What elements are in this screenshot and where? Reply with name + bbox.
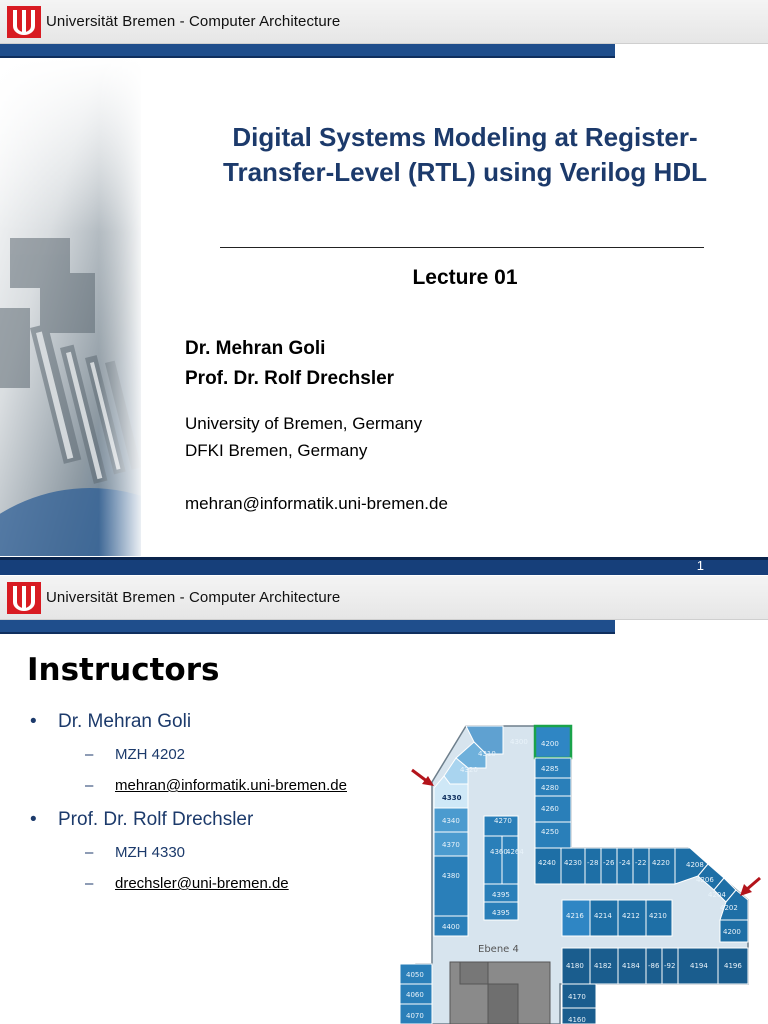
motherboard-image bbox=[0, 58, 141, 556]
svg-text:4214: 4214 bbox=[594, 912, 612, 920]
header-accent-line bbox=[0, 44, 615, 58]
header-accent-line bbox=[0, 620, 615, 634]
svg-text:4200: 4200 bbox=[723, 928, 741, 936]
svg-text:-28: -28 bbox=[587, 859, 599, 867]
svg-text:-24: -24 bbox=[619, 859, 631, 867]
arrow-to-4330-icon bbox=[412, 770, 434, 786]
level-label: Ebene 4 bbox=[478, 944, 519, 955]
svg-text:4340: 4340 bbox=[442, 817, 460, 825]
slide-separator bbox=[0, 557, 768, 560]
bullet-dot: • bbox=[30, 809, 37, 830]
svg-text:4360: 4360 bbox=[490, 848, 508, 856]
svg-text:4060: 4060 bbox=[406, 991, 424, 999]
header-title: Universität Bremen - Computer Architecture bbox=[46, 13, 341, 30]
floor-plan bbox=[398, 722, 768, 1024]
instructor-1-email-link[interactable]: mehran@informatik.uni-bremen.de bbox=[115, 777, 347, 794]
svg-text:4182: 4182 bbox=[594, 962, 612, 970]
svg-text:4310: 4310 bbox=[478, 750, 496, 758]
svg-text:-22: -22 bbox=[635, 859, 647, 867]
slide-header-2 bbox=[0, 576, 768, 620]
svg-text:4220: 4220 bbox=[652, 859, 670, 867]
svg-text:4380: 4380 bbox=[442, 872, 460, 880]
svg-text:4285: 4285 bbox=[541, 765, 559, 773]
svg-text:4170: 4170 bbox=[568, 993, 586, 1001]
svg-text:4230: 4230 bbox=[564, 859, 582, 867]
instructor-2-room: – MZH 4330 bbox=[85, 844, 186, 861]
svg-text:4206: 4206 bbox=[696, 876, 714, 884]
contact-email[interactable]: mehran@informatik.uni-bremen.de bbox=[185, 494, 448, 513]
svg-text:4196: 4196 bbox=[724, 962, 742, 970]
slide-footer bbox=[0, 557, 768, 575]
slide-title bbox=[180, 120, 750, 190]
svg-text:4216: 4216 bbox=[566, 912, 584, 920]
svg-text:4194: 4194 bbox=[690, 962, 708, 970]
bullet-dot: • bbox=[30, 711, 37, 732]
title-line-1: Digital Systems Modeling at Register- bbox=[232, 122, 698, 152]
svg-text:4184: 4184 bbox=[622, 962, 640, 970]
authors bbox=[185, 334, 394, 394]
svg-text:4210: 4210 bbox=[649, 912, 667, 920]
slide-header bbox=[0, 0, 768, 44]
instructor-1-room: – MZH 4202 bbox=[85, 746, 186, 763]
author-1: Dr. Mehran Goli bbox=[185, 338, 326, 359]
svg-text:4050: 4050 bbox=[406, 971, 424, 979]
svg-text:4250: 4250 bbox=[541, 828, 559, 836]
svg-text:4370: 4370 bbox=[442, 841, 460, 849]
author-2: Prof. Dr. Rolf Drechsler bbox=[185, 368, 395, 389]
svg-text:4208: 4208 bbox=[686, 861, 704, 869]
instructor-2-name: Prof. Dr. Rolf Drechsler bbox=[58, 809, 254, 830]
instructor-1-name: Dr. Mehran Goli bbox=[58, 711, 192, 732]
instructor-2-bullet bbox=[30, 809, 253, 831]
svg-text:4330: 4330 bbox=[442, 794, 462, 802]
svg-text:4240: 4240 bbox=[538, 859, 556, 867]
instructor-2-email: – drechsler@uni-bremen.de bbox=[85, 875, 289, 892]
svg-text:4204: 4204 bbox=[708, 891, 726, 899]
instructor-1-email: – mehran@informatik.uni-bremen.de bbox=[85, 777, 347, 794]
svg-text:4320: 4320 bbox=[460, 766, 478, 774]
svg-text:4200: 4200 bbox=[541, 740, 559, 748]
svg-text:4270: 4270 bbox=[494, 817, 512, 825]
svg-text:-86: -86 bbox=[648, 962, 660, 970]
svg-text:4160: 4160 bbox=[568, 1016, 586, 1024]
arrow-to-4202-icon bbox=[740, 878, 760, 896]
instructor-1-bullet bbox=[30, 711, 191, 733]
svg-text:4400: 4400 bbox=[442, 923, 460, 931]
title-line-2: Transfer-Level (RTL) using Verilog HDL bbox=[223, 157, 707, 187]
svg-text:4395: 4395 bbox=[492, 891, 510, 899]
instructor-2-email-link[interactable]: drechsler@uni-bremen.de bbox=[115, 875, 289, 892]
svg-text:4202: 4202 bbox=[720, 904, 738, 912]
affiliation-1: University of Bremen, Germany bbox=[185, 414, 423, 433]
svg-text:-92: -92 bbox=[664, 962, 676, 970]
svg-text:4300: 4300 bbox=[510, 738, 528, 746]
page-number: 1 bbox=[696, 558, 704, 573]
header-title: Universität Bremen - Computer Architecture bbox=[46, 589, 341, 606]
svg-text:4280: 4280 bbox=[541, 784, 559, 792]
affiliation-2: DFKI Bremen, Germany bbox=[185, 441, 368, 460]
svg-text:4180: 4180 bbox=[566, 962, 584, 970]
title-divider bbox=[220, 247, 704, 248]
university-logo-icon bbox=[7, 6, 41, 38]
svg-text:4212: 4212 bbox=[622, 912, 640, 920]
affiliations bbox=[185, 410, 422, 464]
university-logo-icon bbox=[7, 582, 41, 614]
svg-text:4070: 4070 bbox=[406, 1012, 424, 1020]
lecture-label: Lecture 01 bbox=[412, 266, 518, 289]
instructors-heading: Instructors bbox=[27, 652, 220, 688]
svg-text:-26: -26 bbox=[603, 859, 615, 867]
svg-text:4395: 4395 bbox=[492, 909, 510, 917]
svg-text:4264: 4264 bbox=[506, 848, 524, 856]
svg-text:4260: 4260 bbox=[541, 805, 559, 813]
